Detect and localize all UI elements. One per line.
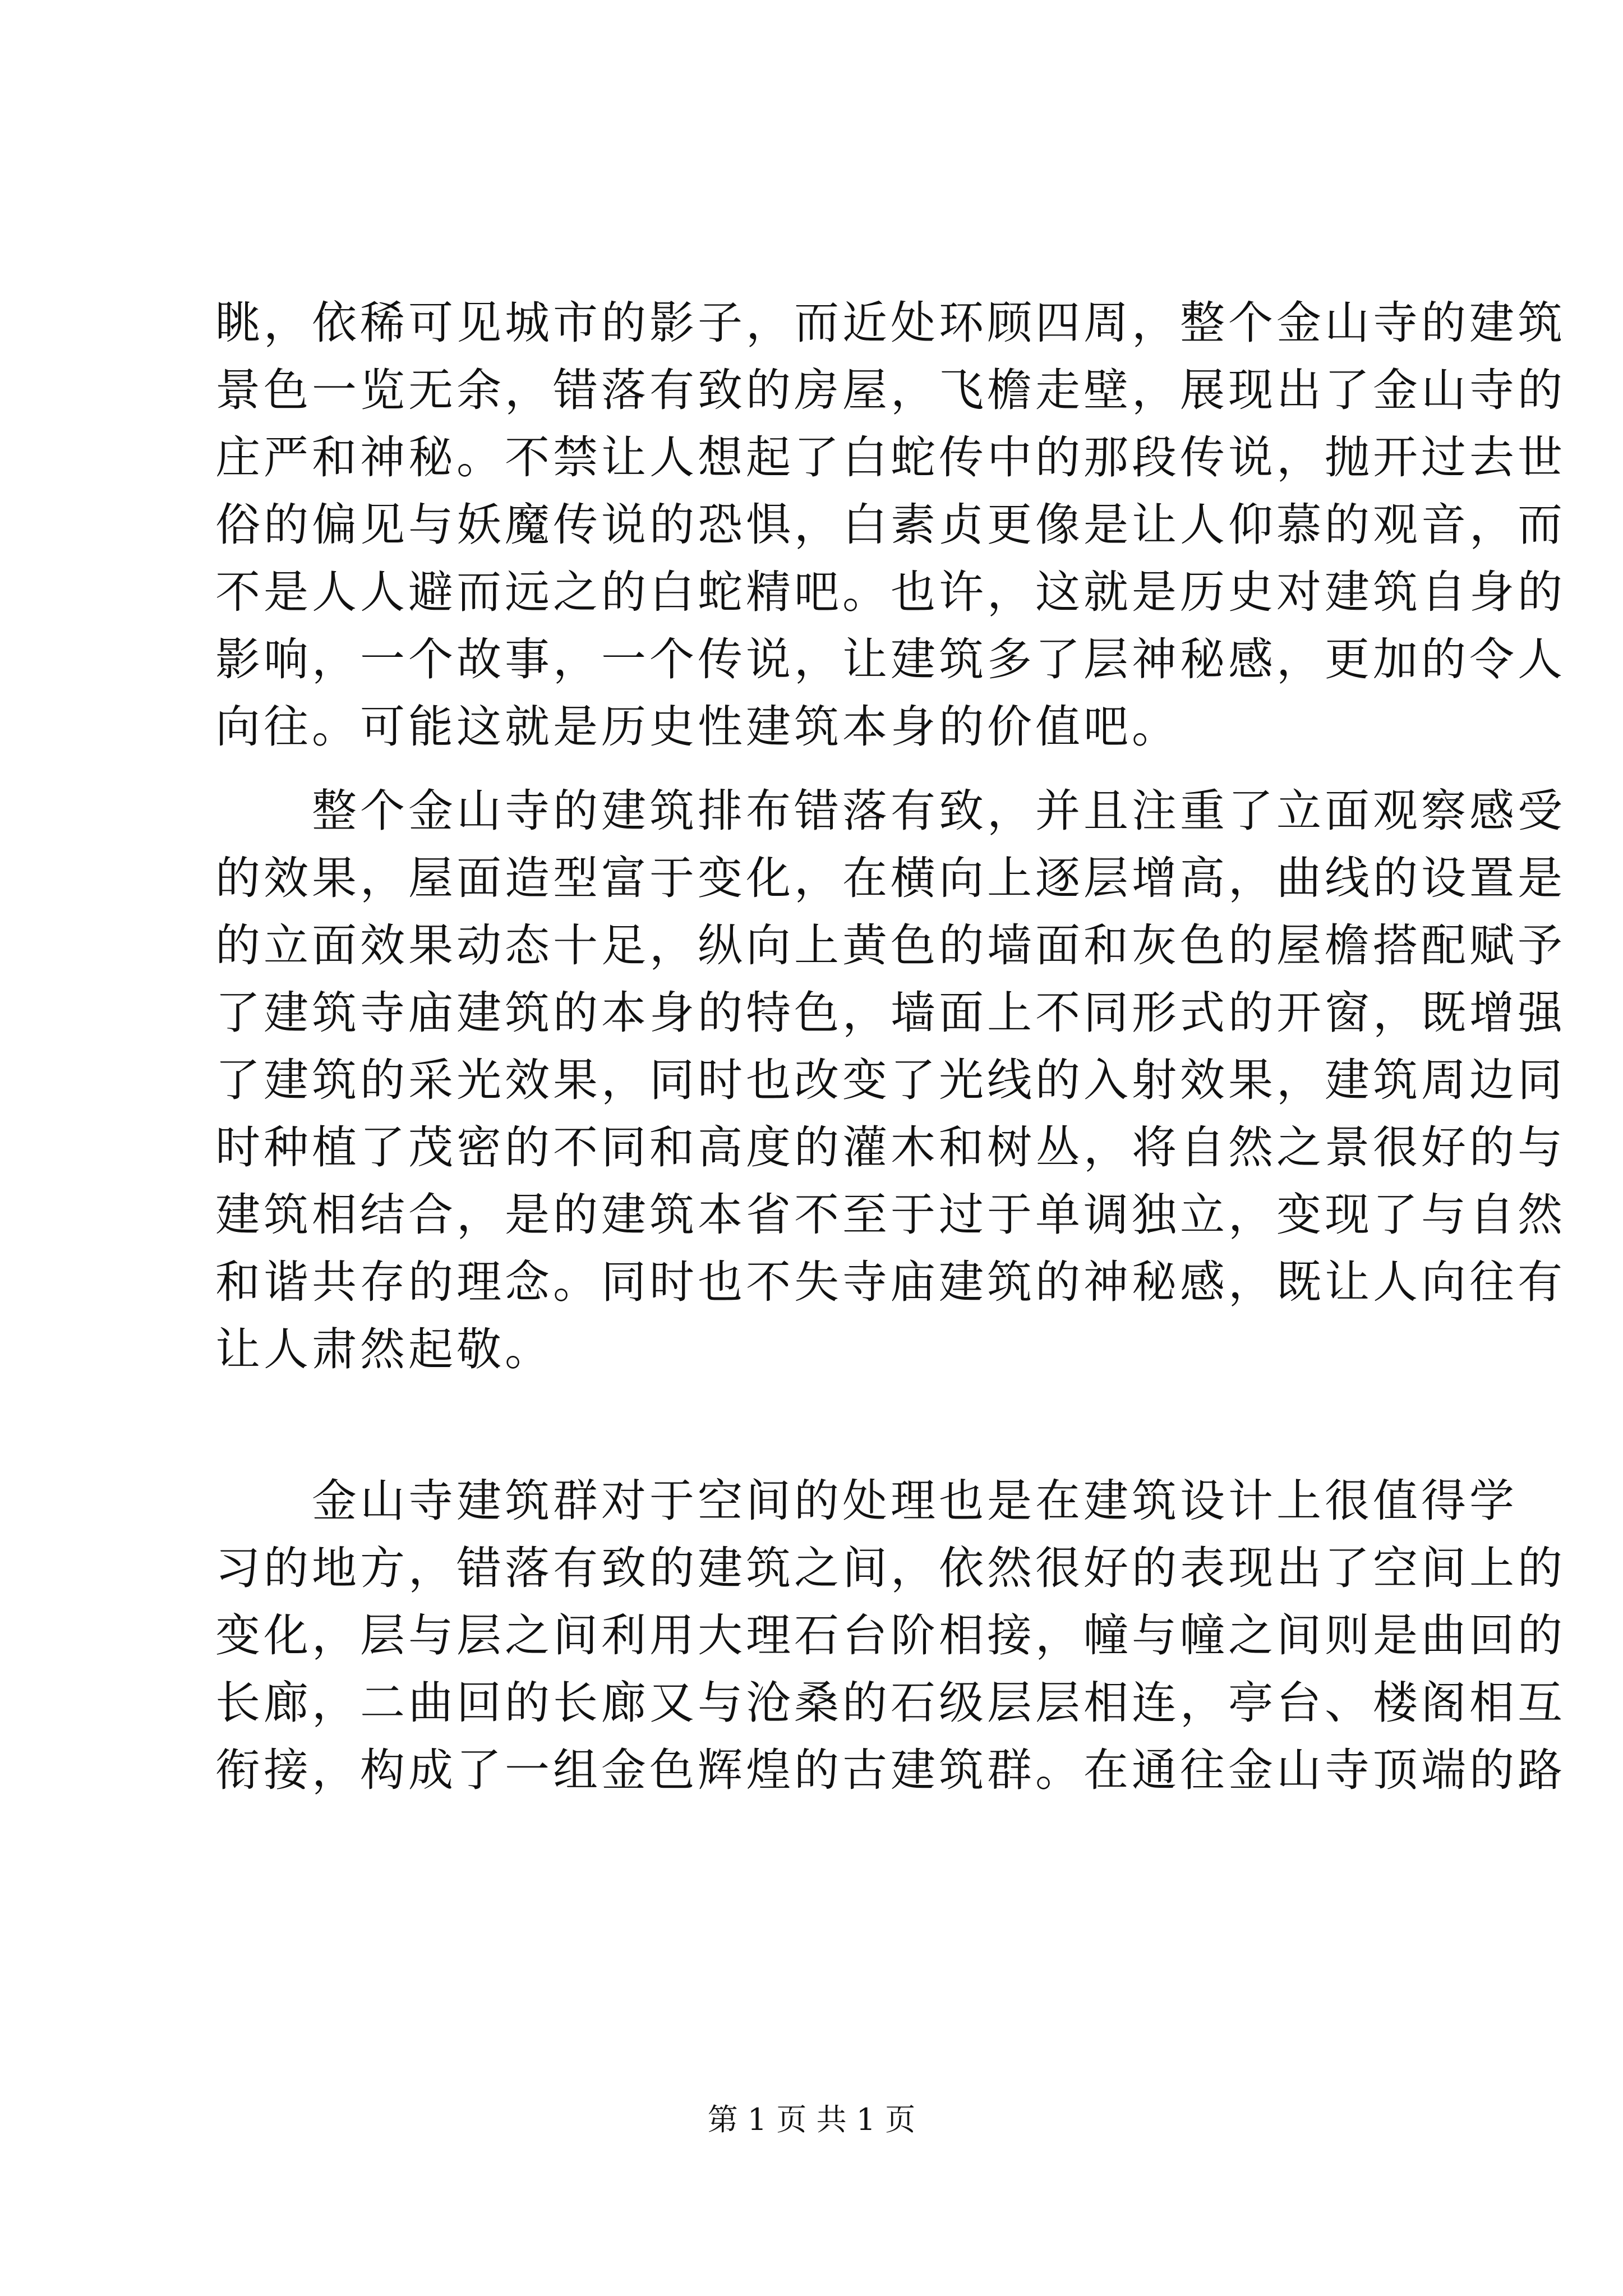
paragraph-gap <box>215 761 1427 777</box>
paragraph <box>215 1467 1566 1804</box>
page-footer <box>0 2096 1623 2139</box>
text-line: 景色一览无余，错落有致的房屋，飞檐走壁，展现出了金山寺的 <box>215 364 1566 416</box>
text-line: 时种植了茂密的不同和高度的灌木和树丛，将自然之景很好的与 <box>215 1121 1566 1174</box>
text-line <box>215 1383 1427 1451</box>
paragraph <box>215 777 1566 1451</box>
text-line: 变化，层与层之间利用大理石台阶相接，幢与幢之间则是曲回的 <box>215 1609 1566 1662</box>
text-line: 眺，依稀可见城市的影子，而近处环顾四周，整个金山寺的建筑 <box>215 297 1566 349</box>
text-line: 整个金山寺的建筑排布错落有致，并且注重了立面观察感受 <box>215 785 1566 837</box>
document-body <box>215 289 1566 1804</box>
text-line: 长廊，二曲回的长廊又与沧桑的石级层层相连，亭台、楼阁相互 <box>215 1677 1566 1729</box>
text-line: 影响，一个故事，一个传说，让建筑多了层神秘感，更加的令人 <box>215 633 1566 685</box>
text-line: 金山寺建筑群对于空间的处理也是在建筑设计上很值得学 <box>215 1475 1518 1527</box>
text-line: 的立面效果动态十足，纵向上黄色的墙面和灰色的屋檐搭配赋予 <box>215 919 1566 972</box>
paragraph-gap <box>215 1451 1427 1467</box>
paragraph <box>215 289 1566 761</box>
text-line: 让人肃然起敬。 <box>215 1323 553 1375</box>
text-line: 了建筑寺庙建筑的本身的特色，墙面上不同形式的开窗，既增强 <box>215 987 1566 1039</box>
text-line: 习的地方，错落有致的建筑之间，依然很好的表现出了空间上的 <box>215 1542 1566 1594</box>
text-line: 衔接，构成了一组金色辉煌的古建筑群。在通往金山寺顶端的路 <box>215 1744 1566 1796</box>
text-line: 了建筑的采光效果，同时也改变了光线的入射效果，建筑周边同 <box>215 1054 1566 1106</box>
text-line: 向往。可能这就是历史性建筑本身的价值吧。 <box>215 701 1180 753</box>
text-line: 建筑相结合，是的建筑本省不至于过于单调独立，变现了与自然 <box>215 1189 1566 1241</box>
text-line: 和谐共存的理念。同时也不失寺庙建筑的神秘感，既让人向往有 <box>215 1256 1566 1308</box>
text-line: 俗的偏见与妖魔传说的恐惧，白素贞更像是让人仰慕的观音，而 <box>215 499 1566 551</box>
text-line: 不是人人避而远之的白蛇精吧。也许，这就是历史对建筑自身的 <box>215 566 1566 618</box>
text-line: 的效果，屋面造型富于变化，在横向上逐层增高，曲线的设置是 <box>215 852 1566 904</box>
text-line: 庄严和神秘。不禁让人想起了白蛇传中的那段传说，抛开过去世 <box>215 431 1566 484</box>
page-number-label: 第 1 页 共 1 页 <box>707 2102 916 2137</box>
